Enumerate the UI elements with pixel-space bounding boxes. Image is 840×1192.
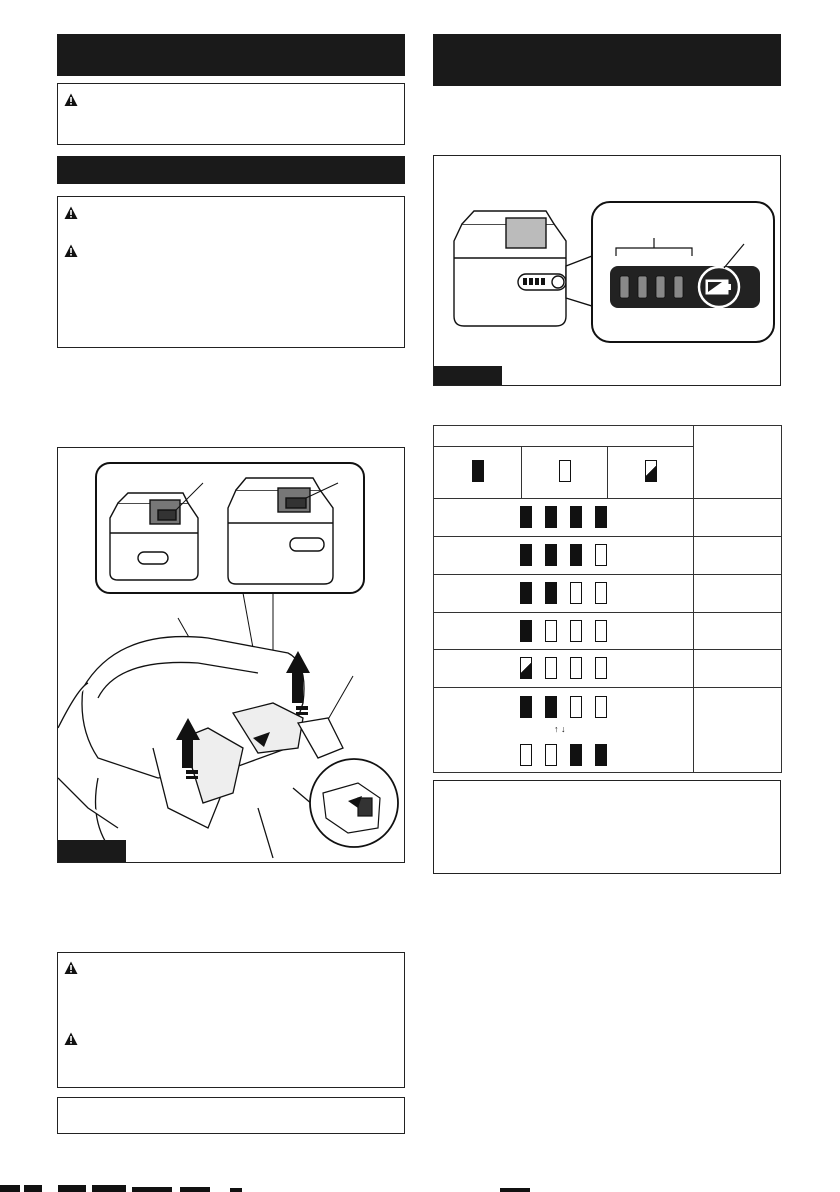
warning-box-3 <box>57 952 405 1088</box>
figure-number-tag <box>58 840 126 862</box>
table-row <box>434 688 694 773</box>
battery-indicator-drawing <box>434 156 779 384</box>
battery-removal-illustration <box>57 447 405 863</box>
battery-low-icon <box>706 280 731 294</box>
legend-lit <box>434 447 522 499</box>
table-row <box>434 499 694 537</box>
warning-triangle-icon <box>64 93 78 107</box>
table-row <box>434 537 694 575</box>
table-row <box>434 650 694 688</box>
note-box-1 <box>57 1097 405 1134</box>
table-header-indicator <box>434 426 694 447</box>
capacity-cell <box>694 575 782 613</box>
section-header-bar-3 <box>433 34 781 86</box>
battery-indicator-illustration <box>433 155 781 386</box>
battery-removal-drawing <box>58 448 403 861</box>
warning-triangle-icon <box>64 961 78 975</box>
section-header-bar-1 <box>57 34 405 76</box>
table-header-capacity <box>694 426 782 499</box>
capacity-cell <box>694 613 782 650</box>
capacity-cell <box>694 688 782 773</box>
capacity-cell <box>694 499 782 537</box>
section-header-bar-2 <box>57 156 405 184</box>
figure-number-tag <box>434 366 502 386</box>
footer-strip <box>0 1183 840 1192</box>
alternating-arrows-icon: ↑ ↓ <box>554 724 566 734</box>
legend-blinking <box>608 447 694 499</box>
note-box-2 <box>433 780 781 874</box>
capacity-cell <box>694 537 782 575</box>
table-row <box>434 575 694 613</box>
warning-triangle-icon <box>64 244 78 258</box>
warning-triangle-icon <box>64 1032 78 1046</box>
legend-off <box>522 447 608 499</box>
capacity-cell <box>694 650 782 688</box>
warning-box-1 <box>57 83 405 145</box>
battery-indicator-table <box>433 425 782 773</box>
warning-triangle-icon <box>64 206 78 220</box>
warning-box-2 <box>57 196 405 348</box>
table-row <box>434 613 694 650</box>
